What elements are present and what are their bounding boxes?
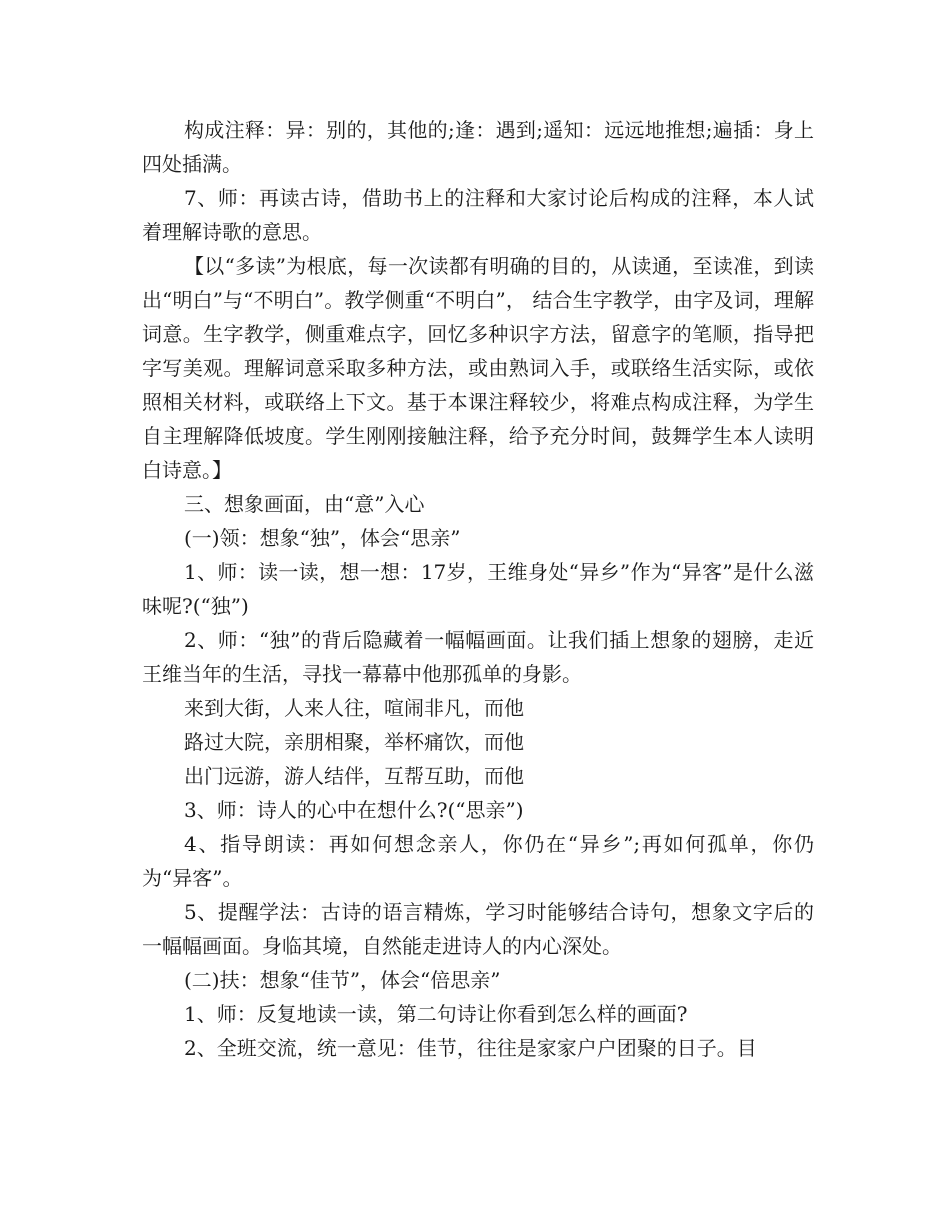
paragraph-item-2-b: 2、全班交流，统一意见：佳节，往往是家家户户团聚的日子。目: [184, 1036, 757, 1060]
subsection-heading-1: (一)领：想象“独”，体会“思亲”: [184, 526, 461, 550]
paragraph-item-2: 2、师：“独”的背后隐藏着一幅幅画面。让我们插上想象的翅膀，走近王维当年的生活，寻找一幕幕中他那孤单的身影。: [142, 628, 814, 686]
section-heading-3: 三、想象画面，由“意”入心: [184, 492, 425, 516]
paragraph-item-1-b: 1、师：反复地读一读，第二句诗让你看到怎么样的画面?: [184, 1002, 688, 1026]
paragraph-scene-travel: 出门远游，游人结伴，互帮互助，而他: [184, 764, 524, 788]
paragraph-item-1: 1、师：读一读，想一想：17岁，王维身处“异乡”作为“异客”是什么滋味呢?(“独”): [142, 560, 814, 618]
paragraph-item-4: 4、指导朗读：再如何想念亲人，你仍在“异乡”;再如何孤单，你仍为“异客”。: [142, 832, 814, 890]
subsection-heading-2: (二)扶：想象“佳节”，体会“倍思亲”: [184, 968, 501, 992]
paragraph-scene-courtyard: 路过大院，亲朋相聚，举杯痛饮，而他: [184, 730, 524, 754]
paragraph-step-7: 7、师：再读古诗，借助书上的注释和大家讨论后构成的注释，本人试着理解诗歌的意思。: [142, 186, 814, 244]
paragraph-annotation-summary: 构成注释：异：别的，其他的;逢：遇到;遥知：远远地推想;遍插：身上四处插满。: [142, 118, 814, 176]
paragraph-teaching-note: 【以“多读”为根底，每一次读都有明确的目的，从读通，至读准，到读出“明白”与“不明白”。教学侧重“不明白”， 结合生字教学，由字及词，理解词意。生字教学，侧重难点字，回忆多种识字方法，留意字的笔顺，指导把字写美观。理解词意采取多种方法，或由熟词入手，或联络生活实际，或依照相关材料，或联络上下文。基于本课注释较少，将难点构成注释，为学生自主理解降低坡度。学生刚刚接触注释，给予充分时间，鼓舞学生本人读明白诗意。】: [142, 254, 814, 482]
paragraph-item-3: 3、师：诗人的心中在想什么?(“思亲”): [184, 798, 524, 822]
paragraph-item-5: 5、提醒学法：古诗的语言精炼，学习时能够结合诗句，想象文字后的一幅幅画面。身临其境，自然能走进诗人的内心深处。: [142, 900, 814, 958]
paragraph-scene-street: 来到大街，人来人往，喧闹非凡，而他: [184, 696, 524, 720]
document-body: [142, 113, 814, 1065]
